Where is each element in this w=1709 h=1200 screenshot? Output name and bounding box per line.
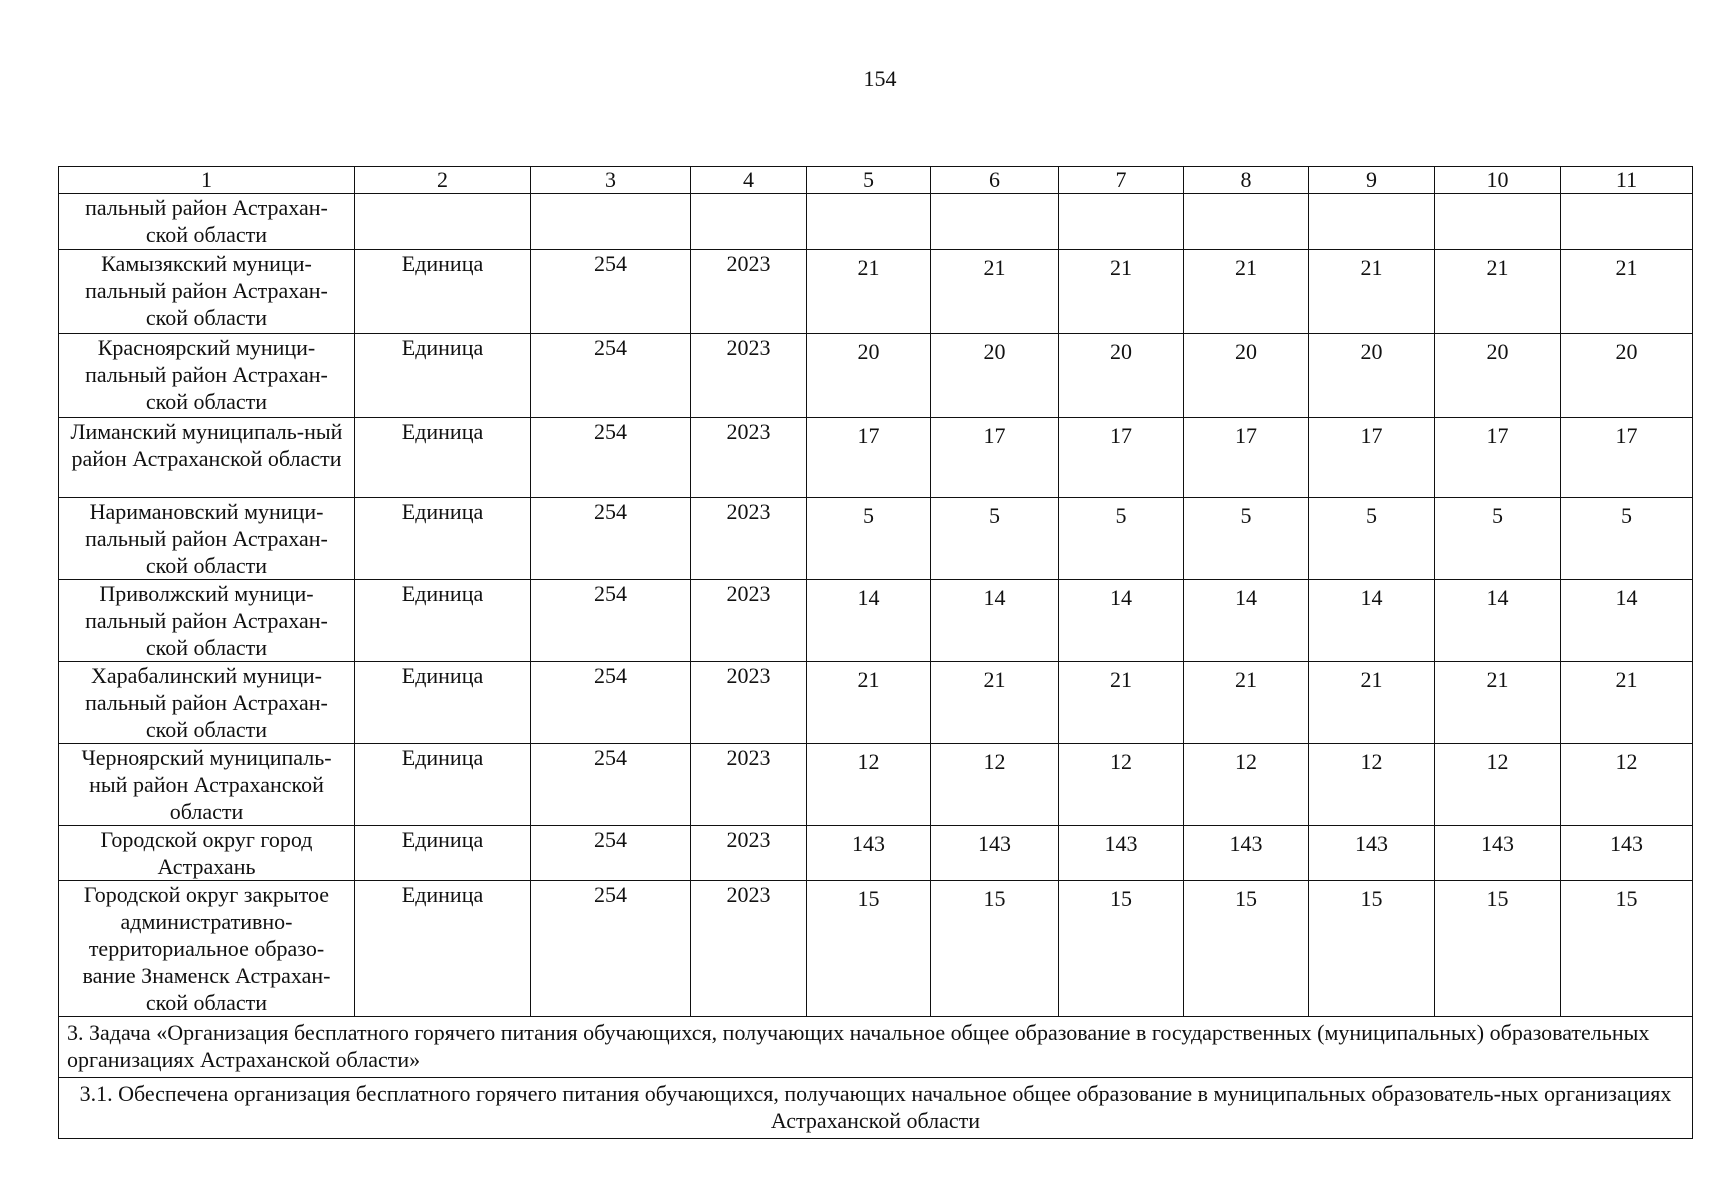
value-cell: 20 (1561, 334, 1693, 418)
column-number-cell: 5 (807, 167, 931, 194)
value-cell: 12 (931, 744, 1059, 826)
value-cell: 21 (1184, 250, 1309, 334)
value-cell: 21 (931, 662, 1059, 744)
column-number-cell: 7 (1059, 167, 1184, 194)
column-number-cell: 1 (59, 167, 355, 194)
value-cell: 143 (807, 826, 931, 881)
value-cell: 21 (931, 250, 1059, 334)
value-cell: 21 (807, 662, 931, 744)
value-cell: 21 (1309, 662, 1435, 744)
municipality-name-cell: Красноярский муници-пальный район Астрахан-ской области (59, 334, 355, 418)
result-heading: 3.1. Обеспечена организация бесплатного горячего питания обучающихся, получающих начальное общее образование в муниципальных образователь-ных организациях Астраханской области (59, 1078, 1693, 1139)
unit-code-cell: 254 (531, 826, 691, 881)
value-cell: 12 (1561, 744, 1693, 826)
municipality-name-cell: пальный район Астрахан-ской области (59, 194, 355, 250)
value-cell: 143 (1059, 826, 1184, 881)
value-cell: 21 (1435, 662, 1561, 744)
municipality-name-cell: Харабалинский муници-пальный район Астрахан-ской области (59, 662, 355, 744)
unit-cell: Единица (355, 498, 531, 580)
table-row (59, 418, 1693, 498)
unit-code-cell: 254 (531, 250, 691, 334)
value-cell: 14 (1184, 580, 1309, 662)
value-cell (1184, 194, 1309, 250)
value-cell: 17 (1059, 418, 1184, 498)
value-cell: 21 (807, 250, 931, 334)
unit-code-cell: 254 (531, 580, 691, 662)
value-cell: 20 (1435, 334, 1561, 418)
unit-code-cell: 254 (531, 662, 691, 744)
unit-cell: Единица (355, 826, 531, 881)
table-body (59, 167, 1693, 1139)
value-cell (931, 194, 1059, 250)
base-year-cell: 2023 (691, 826, 807, 881)
unit-cell: Единица (355, 881, 531, 1017)
value-cell: 14 (931, 580, 1059, 662)
value-cell: 5 (807, 498, 931, 580)
municipality-name-cell: Лиманский муниципаль-ный район Астраханской области (59, 418, 355, 498)
unit-cell (355, 194, 531, 250)
value-cell (1309, 194, 1435, 250)
value-cell (1561, 194, 1693, 250)
base-year-cell: 2023 (691, 250, 807, 334)
value-cell: 21 (1184, 662, 1309, 744)
column-number-cell: 11 (1561, 167, 1693, 194)
base-year-cell: 2023 (691, 334, 807, 418)
base-year-cell: 2023 (691, 580, 807, 662)
base-year-cell (691, 194, 807, 250)
value-cell: 5 (1059, 498, 1184, 580)
value-cell: 17 (1561, 418, 1693, 498)
value-cell: 15 (1059, 881, 1184, 1017)
value-cell: 143 (931, 826, 1059, 881)
value-cell: 20 (1059, 334, 1184, 418)
column-number-cell: 4 (691, 167, 807, 194)
unit-cell: Единица (355, 334, 531, 418)
value-cell: 12 (1184, 744, 1309, 826)
table-row (59, 881, 1693, 1017)
value-cell: 12 (807, 744, 931, 826)
base-year-cell: 2023 (691, 744, 807, 826)
unit-cell: Единица (355, 250, 531, 334)
value-cell: 20 (1184, 334, 1309, 418)
base-year-cell: 2023 (691, 881, 807, 1017)
value-cell: 14 (1561, 580, 1693, 662)
value-cell: 17 (1309, 418, 1435, 498)
value-cell: 5 (1309, 498, 1435, 580)
municipality-name-cell: Наримановский муници-пальный район Астрахан-ской области (59, 498, 355, 580)
column-number-cell: 3 (531, 167, 691, 194)
value-cell (1435, 194, 1561, 250)
value-cell: 143 (1435, 826, 1561, 881)
column-number-cell: 8 (1184, 167, 1309, 194)
value-cell: 21 (1561, 662, 1693, 744)
value-cell: 14 (807, 580, 931, 662)
base-year-cell: 2023 (691, 418, 807, 498)
value-cell: 5 (1435, 498, 1561, 580)
value-cell: 15 (1184, 881, 1309, 1017)
table-row (59, 194, 1693, 250)
value-cell: 14 (1435, 580, 1561, 662)
column-number-cell: 9 (1309, 167, 1435, 194)
value-cell: 12 (1309, 744, 1435, 826)
value-cell: 21 (1059, 250, 1184, 334)
table-row (59, 250, 1693, 334)
task-row (59, 1017, 1693, 1078)
value-cell: 21 (1435, 250, 1561, 334)
table-row (59, 662, 1693, 744)
value-cell: 21 (1309, 250, 1435, 334)
value-cell: 5 (931, 498, 1059, 580)
value-cell: 20 (1309, 334, 1435, 418)
value-cell: 12 (1059, 744, 1184, 826)
value-cell: 20 (931, 334, 1059, 418)
value-cell (807, 194, 931, 250)
table-row (59, 744, 1693, 826)
unit-cell: Единица (355, 580, 531, 662)
municipality-name-cell: Городской округ закрытое административно-территориальное образо-вание Знаменск Астрахан-ской области (59, 881, 355, 1017)
value-cell: 5 (1561, 498, 1693, 580)
table-row (59, 580, 1693, 662)
task-heading: 3. Задача «Организация бесплатного горячего питания обучающихся, получающих начальное общее образование в государственных (муниципальных) образовательных организациях Астраханской области» (59, 1017, 1693, 1078)
value-cell: 17 (1435, 418, 1561, 498)
value-cell: 17 (931, 418, 1059, 498)
column-number-cell: 6 (931, 167, 1059, 194)
value-cell: 14 (1309, 580, 1435, 662)
unit-code-cell: 254 (531, 498, 691, 580)
data-table (58, 166, 1693, 1139)
value-cell: 20 (807, 334, 931, 418)
unit-code-cell: 254 (531, 334, 691, 418)
value-cell: 17 (807, 418, 931, 498)
unit-cell: Единица (355, 744, 531, 826)
value-cell: 15 (1435, 881, 1561, 1017)
result-row (59, 1078, 1693, 1139)
table-row (59, 334, 1693, 418)
unit-code-cell (531, 194, 691, 250)
value-cell: 14 (1059, 580, 1184, 662)
page-number: 154 (863, 66, 897, 91)
municipality-name-cell: Городской округ город Астрахань (59, 826, 355, 881)
value-cell: 15 (1309, 881, 1435, 1017)
value-cell: 15 (807, 881, 931, 1017)
value-cell: 12 (1435, 744, 1561, 826)
municipality-name-cell: Черноярский муниципаль-ный район Астраханской области (59, 744, 355, 826)
unit-code-cell: 254 (531, 418, 691, 498)
value-cell: 21 (1059, 662, 1184, 744)
value-cell (1059, 194, 1184, 250)
value-cell: 143 (1184, 826, 1309, 881)
value-cell: 15 (931, 881, 1059, 1017)
unit-cell: Единица (355, 662, 531, 744)
municipality-name-cell: Камызякский муници-пальный район Астрахан-ской области (59, 250, 355, 334)
unit-code-cell: 254 (531, 881, 691, 1017)
unit-cell: Единица (355, 418, 531, 498)
column-number-row (59, 167, 1693, 194)
table-row (59, 826, 1693, 881)
base-year-cell: 2023 (691, 662, 807, 744)
base-year-cell: 2023 (691, 498, 807, 580)
unit-code-cell: 254 (531, 744, 691, 826)
value-cell: 143 (1309, 826, 1435, 881)
value-cell: 143 (1561, 826, 1693, 881)
value-cell: 5 (1184, 498, 1309, 580)
column-number-cell: 10 (1435, 167, 1561, 194)
value-cell: 21 (1561, 250, 1693, 334)
municipality-name-cell: Приволжский муници-пальный район Астрахан-ской области (59, 580, 355, 662)
table-row (59, 498, 1693, 580)
value-cell: 15 (1561, 881, 1693, 1017)
value-cell: 17 (1184, 418, 1309, 498)
column-number-cell: 2 (355, 167, 531, 194)
